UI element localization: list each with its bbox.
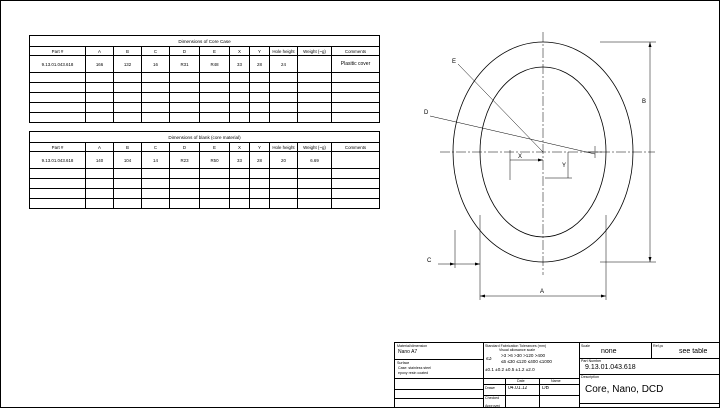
table-caption: Dimensions of blank (core material) — [30, 132, 380, 143]
label-b: B — [642, 99, 647, 105]
table-cell: 166 — [86, 56, 114, 73]
radius-d-leader — [430, 116, 595, 154]
table-cell: 33 — [230, 152, 250, 169]
name-label: Name — [551, 379, 561, 383]
scale-label: Scale — [581, 344, 590, 348]
drawn-label: Drawn — [485, 386, 496, 390]
column-header: Part # — [30, 143, 86, 152]
description-value: Core, Nano, DCD — [585, 384, 664, 395]
column-header: Weight (~g) — [298, 47, 332, 56]
material-value: Nano A7 — [398, 349, 418, 355]
label-x: X — [518, 154, 523, 160]
title-block — [394, 342, 720, 408]
surface-label: Surface — [397, 361, 410, 365]
column-header: E — [200, 143, 230, 152]
table-cell: 6.69 — [298, 152, 332, 169]
column-header: B — [114, 47, 142, 56]
drawn-name: DB — [542, 386, 549, 390]
table-cell: R50 — [200, 152, 230, 169]
column-header: D — [170, 143, 200, 152]
table-cell: 16 — [142, 56, 170, 73]
checked-label: Checked — [485, 396, 500, 400]
scale-value: none — [601, 348, 617, 355]
column-header: Comments — [332, 47, 380, 56]
column-header: Hole height — [270, 143, 298, 152]
column-header: X — [230, 143, 250, 152]
tolerance-prefix: ≤3 — [486, 357, 492, 361]
surface-line-1: Case: stainless steel — [398, 366, 431, 370]
table-cell: 20 — [270, 152, 298, 169]
label-d: D — [424, 110, 429, 116]
ref-value: see table — [679, 348, 708, 355]
table-cell: 132 — [114, 56, 142, 73]
tolerance-row-2: ≤6 ≤30 ≤120 ≤400 ≤1000 — [501, 359, 552, 364]
label-c: C — [427, 258, 432, 264]
table-cell: 140 — [86, 152, 114, 169]
column-header: Comments — [332, 143, 380, 152]
radius-e-leader — [458, 64, 543, 152]
table-cell: 24 — [270, 56, 298, 73]
table-cell: R31 — [170, 56, 200, 73]
table-cell: 33 — [230, 56, 250, 73]
table-cell: R48 — [200, 56, 230, 73]
table-cell: Plasitic cover — [332, 56, 380, 73]
table-cell: 28 — [250, 56, 270, 73]
label-e: E — [452, 59, 457, 65]
column-header: D — [170, 47, 200, 56]
table-cell: 104 — [114, 152, 142, 169]
drawn-date: 04.01.12 — [508, 386, 528, 390]
part-number-label: Part Number — [581, 359, 602, 363]
column-header: Y — [250, 143, 270, 152]
table-cell: 28 — [250, 152, 270, 169]
column-header: C — [142, 143, 170, 152]
column-header: A — [86, 143, 114, 152]
column-header: Hole height — [270, 47, 298, 56]
column-header: A — [86, 47, 114, 56]
description-label: Description — [581, 375, 599, 379]
column-header: Part # — [30, 47, 86, 56]
ref-label: Ref.pc — [653, 344, 664, 348]
material-label: Material/dimension — [397, 344, 428, 348]
tolerance-label: Standard Fabrication Tolerances (mm) — [485, 344, 547, 348]
column-header: Y — [250, 47, 270, 56]
label-a: A — [540, 289, 545, 295]
tolerance-row-3: ±0.1 ±0.2 ±0.5 ±1.2 ±2.0 — [485, 367, 535, 372]
table-cell: 14 — [142, 152, 170, 169]
date-label: Date — [517, 379, 525, 383]
table-cell: 9.13.01.043.618 — [30, 152, 86, 169]
column-header: E — [200, 47, 230, 56]
column-header: C — [142, 47, 170, 56]
label-y: Y — [562, 163, 567, 169]
table-cell: R23 — [170, 152, 200, 169]
column-header: X — [230, 47, 250, 56]
column-header: Weight (~g) — [298, 143, 332, 152]
table-cell: 9.13.01.043.618 — [30, 56, 86, 73]
surface-line-2: epoxy resin coated — [398, 371, 429, 375]
table-caption: Dimensions of Core Case — [30, 36, 380, 47]
tolerance-row-1: >3 >6 >30 >120 >400 — [501, 353, 546, 358]
part-number-value: 9.13.01.043.618 — [585, 364, 636, 371]
column-header: B — [114, 143, 142, 152]
tolerance-sub: Visual allowance scale — [499, 348, 536, 352]
approved-label: Approved — [485, 404, 501, 408]
